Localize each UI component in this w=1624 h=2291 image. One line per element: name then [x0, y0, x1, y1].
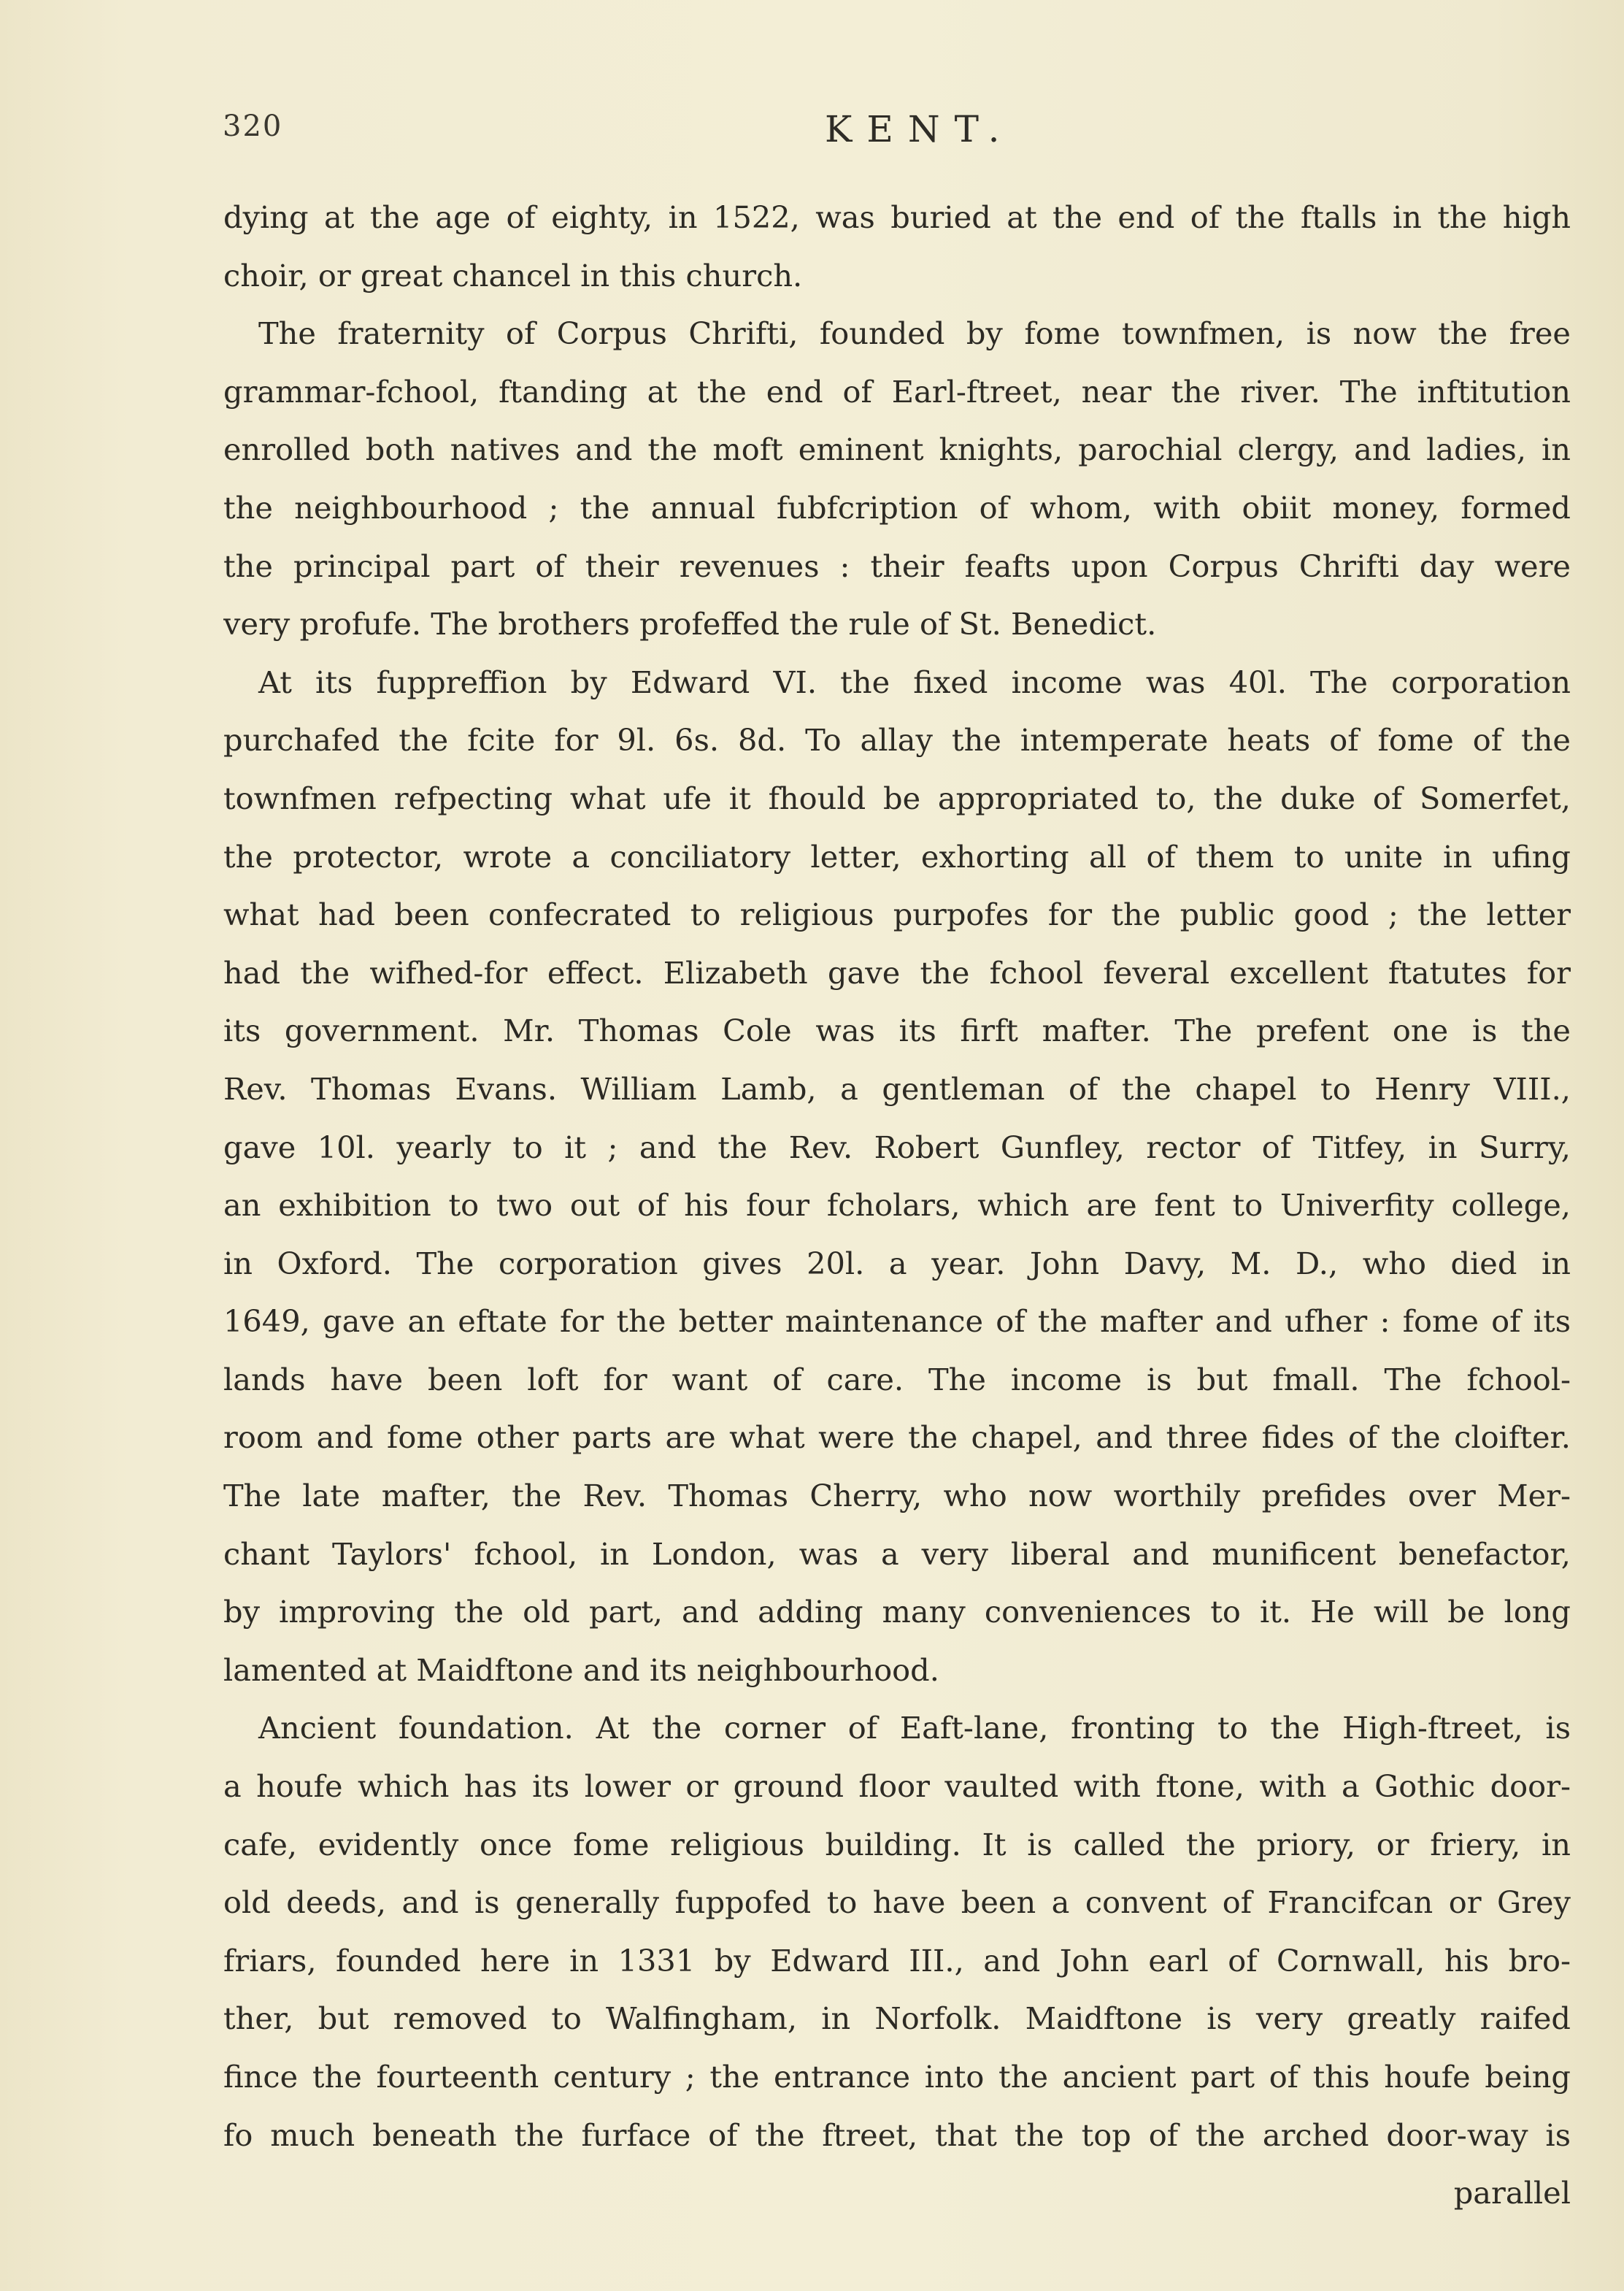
- text-line: The fraternity of Corpus Chrifti, founded by fome townfmen, is now the free: [258, 315, 1571, 352]
- text-line: gave 10l. yearly to it ; and the Rev. Robert Gunfley, rector of Titfey, in Surry,: [223, 1129, 1571, 1165]
- text-line: the protector, wrote a conciliatory letter, exhorting all of them to unite in ufing: [223, 838, 1571, 875]
- text-line: had the wifhed-for effect. Elizabeth gave the fchool feveral excellent ftatutes for: [223, 954, 1571, 991]
- catchword: parallel: [1453, 2175, 1571, 2211]
- text-line: purchafed the fcite for 9l. 6s. 8d. To allay the intemperate heats of fome of the: [223, 722, 1571, 759]
- text-line: grammar-fchool, ftanding at the end of Earl-ftreet, near the river. The inftitution: [223, 373, 1571, 410]
- body-text: [223, 188, 1571, 2222]
- text-line: its government. Mr. Thomas Cole was its firft mafter. The prefent one is the: [223, 1013, 1571, 1049]
- text-line: the neighbourhood ; the annual fubfcription of whom, with obiit money, formed: [223, 489, 1571, 526]
- text-line: fince the fourteenth century ; the entrance into the ancient part of this houfe being: [223, 2059, 1571, 2095]
- text-line: an exhibition to two out of his four fcholars, which are fent to Univerfity college,: [223, 1187, 1571, 1224]
- running-head: KENT.: [825, 108, 1015, 150]
- text-line: room and fome other parts are what were the chapel, and three fides of the cloifter.: [223, 1419, 1571, 1456]
- text-line: dying at the age of eighty, in 1522, was buried at the end of the ftalls in the high: [223, 199, 1571, 235]
- text-line: a houfe which has its lower or ground floor vaulted with ftone, with a Gothic door-: [223, 1768, 1571, 1805]
- text-line: enrolled both natives and the moft eminent knights, parochial clergy, and ladies, in: [223, 431, 1571, 468]
- text-line: 1649, gave an eftate for the better maintenance of the mafter and ufher : fome of its: [223, 1303, 1571, 1340]
- text-line: by improving the old part, and adding many conveniences to it. He will be long: [223, 1594, 1571, 1630]
- text-line: At its fuppreffion by Edward VI. the fixed income was 40l. The corporation: [258, 664, 1571, 700]
- text-line: choir, or great chancel in this church.: [223, 257, 803, 293]
- page-number: 320: [223, 110, 283, 143]
- text-line: friars, founded here in 1331 by Edward III., and John earl of Cornwall, his bro-: [223, 1942, 1571, 1979]
- text-line: lamented at Maidftone and its neighbourhood.: [223, 1651, 939, 1688]
- text-line: fo much beneath the furface of the ftreet, that the top of the arched door-way is: [223, 2117, 1571, 2153]
- text-line: the principal part of their revenues : their feafts upon Corpus Chrifti day were: [223, 548, 1571, 584]
- text-line: Rev. Thomas Evans. William Lamb, a gentleman of the chapel to Henry VIII.,: [223, 1070, 1571, 1107]
- text-line: very profufe. The brothers profeffed the rule of St. Benedict.: [223, 606, 1157, 642]
- text-line: lands have been loft for want of care. The income is but fmall. The fchool-: [223, 1361, 1571, 1397]
- text-line: Ancient foundation. At the corner of Eaft-lane, fronting to the High-ftreet, is: [258, 1710, 1571, 1746]
- text-line: chant Taylors' fchool, in London, was a very liberal and munificent benefactor,: [223, 1535, 1571, 1572]
- text-line: what had been confecrated to religious purpofes for the public good ; the letter: [223, 897, 1571, 933]
- text-line: The late mafter, the Rev. Thomas Cherry, who now worthily prefides over Mer-: [223, 1478, 1571, 1514]
- text-line: townfmen refpecting what ufe it fhould be appropriated to, the duke of Somerfet,: [223, 780, 1571, 816]
- text-line: old deeds, and is generally fuppofed to have been a convent of Francifcan or Grey: [223, 1884, 1571, 1921]
- text-line: cafe, evidently once fome religious building. It is called the priory, or friery, in: [223, 1826, 1571, 1862]
- text-line: ther, but removed to Walfingham, in Norfolk. Maidftone is very greatly raifed: [223, 2000, 1571, 2037]
- text-line: in Oxford. The corporation gives 20l. a year. John Davy, M. D., who died in: [223, 1245, 1571, 1281]
